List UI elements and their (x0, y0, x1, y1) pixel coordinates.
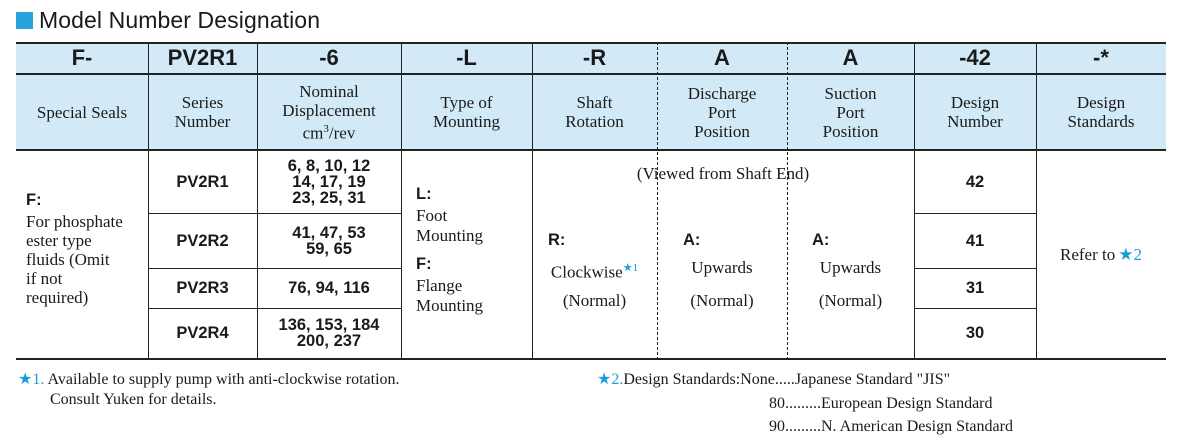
special-seals-code: F: (26, 191, 42, 209)
mounting-l-code: L: (416, 185, 432, 203)
code-discharge-port: A (714, 45, 730, 70)
shaft-rotation-value (532, 258, 657, 283)
shaft-rotation-text: Clockwise (550, 262, 623, 282)
design-number-cell: 41 (965, 231, 985, 250)
footnote-number: 2. (611, 371, 624, 388)
displacement-line: 6, 8, 10, 12 (287, 157, 371, 175)
design-number-cell: 31 (965, 279, 985, 297)
code-series: PV2R1 (167, 45, 238, 70)
code-shaft-rotation: -R (582, 45, 607, 70)
header-text: Mounting (432, 112, 501, 131)
desc-line: ester type (26, 231, 92, 250)
suction-port-normal: (Normal) (818, 291, 883, 310)
displacement-line: 76, 94, 116 (288, 279, 370, 297)
footnote-2-entry (769, 417, 1013, 437)
footnote-star-icon (623, 262, 638, 274)
standard-code: 90 (769, 418, 785, 435)
design-number-cell: 42 (965, 173, 985, 191)
title-square-icon (16, 12, 33, 29)
leader-dots: ..... (774, 371, 795, 388)
header-text: Rotation (565, 112, 624, 131)
header-text: Discharge (687, 83, 757, 103)
special-seals-cell (26, 192, 146, 307)
header-text: Type of (440, 93, 493, 112)
header-series-number (148, 74, 257, 150)
header-text: Number (174, 112, 231, 131)
model-number-table (16, 42, 1166, 360)
footnote-number: 1. (32, 371, 45, 388)
header-text: Port (707, 102, 737, 122)
series-cell: PV2R3 (176, 279, 229, 297)
standard-desc: N. American Design Standard (821, 418, 1013, 435)
unit-base: cm (302, 123, 324, 143)
suction-port-value: Upwards (819, 258, 882, 277)
header-unit (282, 120, 375, 143)
star-icon: ★ (597, 371, 612, 388)
displacement-line: 136, 153, 184 (278, 316, 380, 334)
header-design-standards (1036, 74, 1166, 150)
desc-line: fluids (Omit (26, 250, 110, 269)
shaft-rotation-code: R: (548, 231, 566, 249)
header-text: Series (181, 93, 224, 112)
displacement-line: 14, 17, 19 (292, 173, 366, 191)
suction-port-code: A: (812, 231, 830, 249)
code-design-standards: -* (1093, 45, 1109, 70)
displacement-line: 23, 25, 31 (292, 189, 366, 207)
section-title (16, 6, 320, 34)
displacement-cell (257, 151, 401, 213)
mounting-f-desc: Mounting (416, 296, 484, 315)
header-text: Shaft (576, 93, 613, 112)
series-cell: PV2R1 (176, 173, 229, 191)
header-text: Port (836, 102, 865, 122)
star-icon: ★ (18, 371, 33, 388)
header-text: Nominal (299, 81, 359, 101)
header-type-of-mounting (401, 74, 532, 150)
mounting-f-code: F: (416, 255, 432, 273)
desc-line: if not (26, 269, 63, 288)
header-text: Suction (824, 83, 877, 103)
header-shaft-rotation (532, 74, 657, 150)
displacement-line: 200, 237 (296, 332, 362, 350)
mounting-l-desc: Foot (416, 206, 448, 225)
header-text: Position (822, 121, 879, 141)
footnote-text: Available to supply pump with anti-clockwise rotation. (47, 371, 400, 388)
header-text: Design (1076, 93, 1126, 112)
page-title: Model Number Designation (39, 6, 321, 33)
desc-line: For phosphate (26, 212, 123, 231)
footnote-2-entry (769, 394, 993, 414)
code-design-number: -42 (959, 45, 991, 70)
header-text: Number (947, 112, 1003, 131)
special-seals-desc (26, 212, 146, 307)
leader-dots: ......... (785, 395, 821, 412)
displacement-cell (257, 268, 401, 308)
discharge-port-code: A: (683, 231, 701, 249)
refer-number: 2 (1133, 244, 1142, 264)
star-number: 1 (632, 262, 639, 274)
mounting-cell (416, 186, 528, 316)
footnote-text: Consult Yuken for details. (50, 391, 217, 408)
star-icon: ★ (1118, 244, 1134, 264)
header-nominal-displacement (257, 74, 401, 150)
header-discharge-port-position (657, 74, 787, 150)
leader-dots: ......... (785, 418, 821, 435)
code-displacement: -6 (319, 45, 339, 70)
shaft-rotation-normal: (Normal) (562, 291, 627, 310)
standard-desc: European Design Standard (821, 395, 993, 412)
discharge-port-value: Upwards (691, 258, 753, 277)
header-text: Design (950, 93, 1000, 112)
footnote-1 (18, 370, 400, 410)
unit-suffix: /rev (328, 123, 356, 143)
design-number-cell: 30 (965, 324, 985, 342)
header-text: Standards (1067, 112, 1135, 131)
header-special-seals (16, 74, 148, 150)
code-mounting: -L (456, 45, 477, 70)
displacement-cell (257, 308, 401, 358)
desc-line: required) (26, 288, 89, 307)
header-text: Position (694, 121, 750, 141)
displacement-cell (257, 213, 401, 268)
series-cell: PV2R4 (176, 324, 229, 342)
code-suction-port: A (842, 45, 859, 70)
standard-code: 80 (769, 395, 785, 412)
mounting-l-desc: Mounting (416, 226, 484, 245)
table-bottom-border (16, 358, 1166, 360)
header-text: Displacement (282, 100, 376, 120)
refer-to-text: Refer to (1060, 244, 1116, 264)
displacement-line: 41, 47, 53 (292, 223, 366, 242)
design-standards-ref (1036, 151, 1166, 358)
footnote-2 (597, 370, 950, 390)
standard-code: None (740, 371, 775, 388)
mounting-f-desc: Flange (416, 276, 463, 295)
displacement-line: 59, 65 (306, 239, 352, 258)
header-suction-port-position (787, 74, 914, 150)
series-cell: PV2R2 (176, 231, 229, 250)
code-special-seals: F- (71, 45, 93, 70)
unit-superscript: 3 (323, 122, 329, 135)
header-design-number (914, 74, 1036, 150)
viewed-from-shaft-end: (Viewed from Shaft End) (636, 164, 810, 183)
discharge-port-normal: (Normal) (690, 291, 754, 310)
header-text: Special Seals (36, 102, 128, 122)
star-glyph: ★ (622, 262, 633, 274)
footnote-label: Design Standards: (623, 371, 741, 388)
standard-desc: Japanese Standard "JIS" (794, 371, 951, 388)
